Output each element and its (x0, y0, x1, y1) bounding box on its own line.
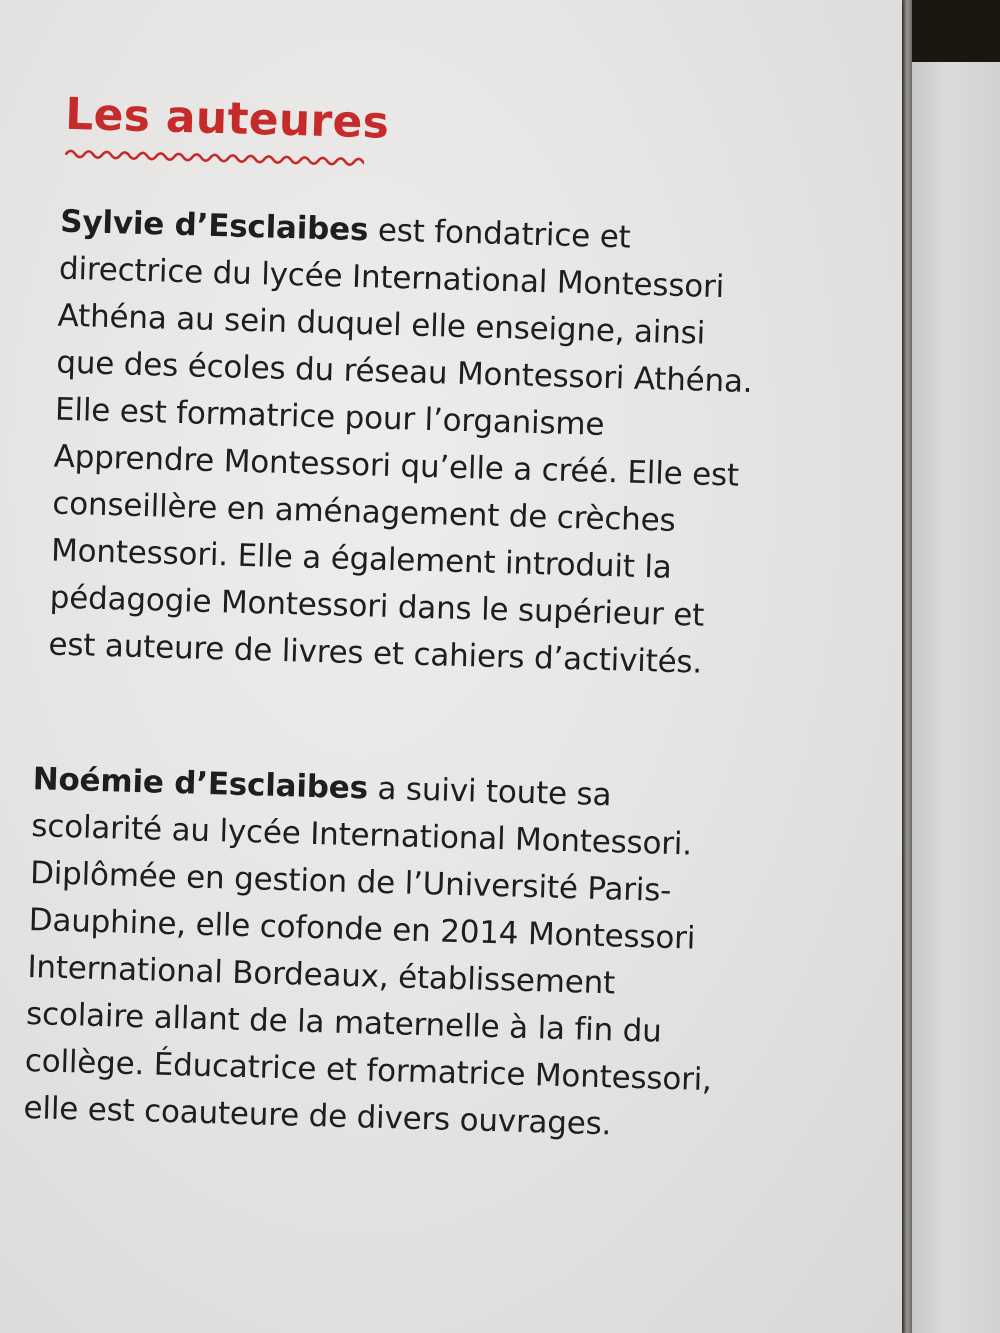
author-bio-noemie (11, 756, 745, 1152)
background-corner (905, 0, 1000, 62)
next-page (912, 62, 1000, 1333)
author-description: est fondatrice et directrice du lycée International Montessori Athéna au sein duquel elle enseigne, ainsi que des écoles du réseau Montessori Athéna. Elle est formatrice pour l’organisme Apprendre Montessori qu’elle a créé. Elle est conseillère en aménagement de crèches Montessori. Elle a également introduit la pédagogie Montessori dans le supérieur et est auteure de livres et cahiers d’activités. (48, 212, 753, 682)
section-heading: Les auteures (64, 88, 390, 149)
author-description: a suivi toute sa scolarité au lycée International Montessori. Diplômée en gestion de l’Université Paris-Dauphine, elle cofonde en 2014 Montessori International Bordeaux, établissement scolaire allant de la maternelle à la fin du collège. Éducatrice et formatrice Montessori, elle est coauteure de divers ouvrages. (23, 770, 713, 1143)
author-name: Sylvie d’Esclaibes (59, 204, 369, 249)
page-content (11, 90, 800, 1153)
wavy-underline-icon (64, 145, 364, 171)
author-bio-sylvie (24, 198, 761, 688)
page-edge (902, 0, 912, 1333)
author-name: Noémie d’Esclaibes (32, 761, 369, 807)
